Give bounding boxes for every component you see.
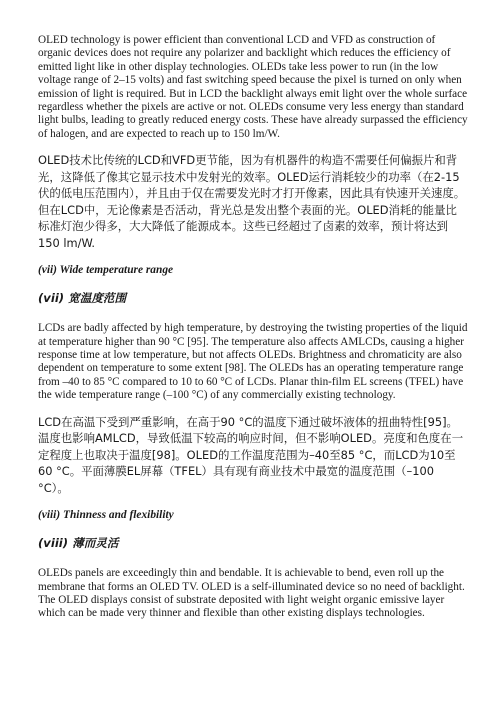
heading-wide-temperature-en: (vii) Wide temperature range	[38, 264, 174, 277]
heading-thinness-en: (viii) Thinness and flexibility	[38, 509, 174, 522]
document-page	[38, 34, 468, 632]
heading-thinness-zh: (viii) 薄而灵活	[38, 536, 119, 551]
paragraph-temperature-zh: LCD在高温下受到严重影响，在高于90 °C的温度下通过破坏液体的扭曲特性[95]。温度也影响AMLCD，导致低温下较高的响应时间，但不影响OLED。亮度和色度在一定程度上也取决于温度[98]。OLED的工作温度范围为–40至85 °C，而LCD为10至60 °C。平面薄膜EL屏幕（TFEL）具有现有商业技术中最宽的温度范围（–100 °C）。	[38, 414, 464, 495]
paragraph-thinness-en: OLEDs panels are exceedingly thin and bendable. It is achievable to bend, even roll up the membrane that forms an OLED TV. OLED is a self-illuminated device so no need of backlight. The OLED displays consist of substrate deposited with light weight organic emissive layer which can be made very thinner and flexible than other existing displays technologies.	[38, 567, 465, 620]
heading-wide-temperature-zh: (vii) 宽温度范围	[38, 291, 127, 306]
paragraph-temperature-en: LCDs are badly affected by high temperature, by destroying the twisting properties of the liquid at temperature higher than 90 °C [95]. The temperature also affects AMLCDs, causing a higher response time at low temperature, but not affects OLEDs. Brightness and chromaticity are also dependent on temperature to some extent [98]. The OLEDs has an operating temperature range from –40 to 85 °C compared to 10 to 60 °C of LCDs. Planar thin-film EL screens (TFEL) have the wide temperature range (–100 °C) of any commercially existing technology.	[38, 322, 468, 402]
paragraph-efficiency-en: OLED technology is power efficient than conventional LCD and VFD as construction of organic devices does not require any polarizer and backlight which reduces the efficiency of emitted light like in other display technologies. OLEDs take less power to run (in the low voltage range of 2–15 volts) and fast switching speed because the pixel is turned on only when emission of light is required. But in LCD the backlight always emit light over the whole surface regardless whether the pixels are active or not. OLEDs consume very less energy than standard light bulbs, leading to greatly reduced energy costs. These have already surpassed the efficiency of halogen, and are expected to reach up to 150 lm/W.	[38, 34, 468, 140]
paragraph-efficiency-zh: OLED技术比传统的LCD和VFD更节能，因为有机器件的构造不需要任何偏振片和背光，这降低了像其它显示技术中发射光的效率。OLED运行消耗较少的功率（在2-15伏的低电压范围内），并且由于仅在需要发光时才打开像素，因此具有快速开关速度。但在LCD中，无论像素是否活动，背光总是发出整个表面的光。OLED消耗的能量比标准灯泡少得多，大大降低了能源成本。这些已经超过了卤素的效率，预计将达到150 lm/W.	[38, 153, 466, 250]
